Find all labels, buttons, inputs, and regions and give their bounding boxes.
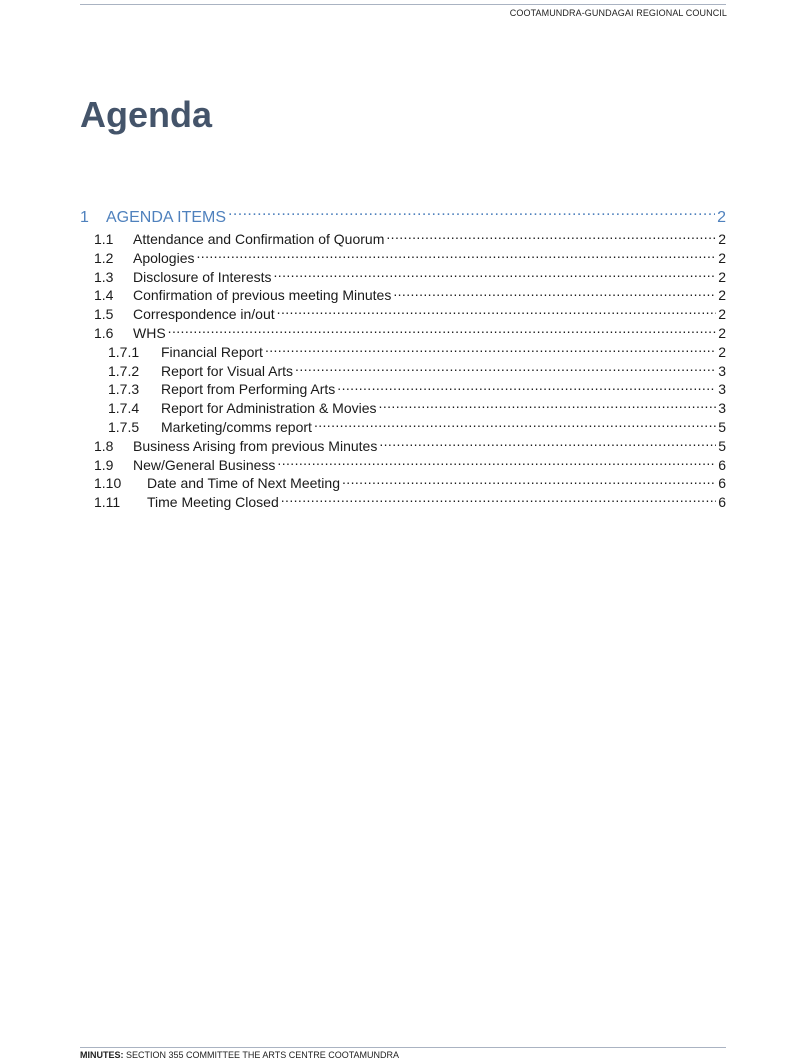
toc-item[interactable] bbox=[80, 324, 726, 343]
toc-leader-dots bbox=[314, 418, 716, 432]
toc-text: Financial Report bbox=[161, 343, 263, 360]
toc-page-number: 2 bbox=[718, 249, 726, 266]
toc-leader-dots bbox=[168, 324, 717, 338]
toc-leader-dots bbox=[337, 380, 716, 394]
toc-text: Report for Visual Arts bbox=[161, 362, 294, 379]
toc-page-number: 2 bbox=[718, 306, 726, 323]
toc-leader-dots bbox=[274, 268, 717, 282]
toc-number: 1.11 bbox=[94, 494, 121, 511]
toc-subitem[interactable] bbox=[80, 418, 726, 437]
toc-text: Business Arising from previous Minutes bbox=[133, 437, 378, 454]
toc-text: AGENDA ITEMS bbox=[106, 209, 227, 226]
toc-item[interactable] bbox=[80, 230, 726, 249]
toc-page-number: 6 bbox=[718, 475, 726, 492]
toc-subitem[interactable] bbox=[80, 343, 726, 362]
toc-number: 1.7.3 bbox=[108, 381, 140, 398]
toc-leader-dots bbox=[295, 362, 716, 376]
toc-leader-dots bbox=[342, 474, 716, 488]
toc-page-number: 3 bbox=[718, 400, 726, 417]
toc-text: Marketing/comms report bbox=[161, 418, 312, 435]
toc-page-number: 2 bbox=[718, 268, 726, 285]
page-title: Agenda bbox=[80, 94, 213, 135]
toc-page-number: 2 bbox=[717, 209, 726, 226]
toc-page-number: 6 bbox=[718, 456, 726, 473]
toc-leader-dots bbox=[277, 456, 716, 470]
toc-item[interactable] bbox=[80, 286, 726, 305]
toc-number: 1.7.4 bbox=[108, 400, 140, 417]
toc-page-number: 3 bbox=[718, 381, 726, 398]
toc-number: 1.3 bbox=[94, 268, 114, 285]
toc-page-number: 5 bbox=[718, 418, 726, 435]
toc-leader-dots bbox=[281, 493, 716, 507]
toc-page-number: 2 bbox=[718, 324, 726, 341]
toc-number: 1.8 bbox=[94, 437, 114, 454]
toc-text: Confirmation of previous meeting Minutes bbox=[133, 287, 392, 304]
header-rule bbox=[80, 4, 726, 5]
toc-text: Correspondence in/out bbox=[133, 306, 275, 323]
footer bbox=[80, 1050, 399, 1060]
toc-leader-dots bbox=[277, 305, 717, 319]
toc-item[interactable] bbox=[80, 493, 726, 512]
toc-subitem[interactable] bbox=[80, 380, 726, 399]
table-of-contents bbox=[80, 206, 726, 512]
toc-subitem[interactable] bbox=[80, 399, 726, 418]
toc-leader-dots bbox=[228, 206, 715, 222]
toc-page-number: 3 bbox=[718, 362, 726, 379]
toc-text: Report from Performing Arts bbox=[161, 381, 336, 398]
toc-page-number: 2 bbox=[718, 287, 726, 304]
toc-leader-dots bbox=[197, 249, 717, 263]
toc-page-number: 6 bbox=[718, 494, 726, 511]
toc-subitem[interactable] bbox=[80, 362, 726, 381]
toc-page-number: 2 bbox=[718, 231, 726, 247]
toc-leader-dots bbox=[379, 437, 716, 451]
toc-leader-dots bbox=[379, 399, 717, 413]
toc-leader-dots bbox=[393, 286, 716, 300]
toc-text: Date and Time of Next Meeting bbox=[147, 475, 340, 492]
toc-section-agenda-items[interactable] bbox=[80, 206, 726, 229]
toc-text: New/General Business bbox=[133, 456, 276, 473]
toc-number: 1.4 bbox=[94, 287, 114, 304]
toc-text: Report for Administration & Movies bbox=[161, 400, 377, 417]
toc-number: 1.7.5 bbox=[108, 418, 140, 435]
toc-text: Disclosure of Interests bbox=[133, 268, 272, 285]
toc-number: 1.1 bbox=[94, 231, 114, 247]
toc-item[interactable] bbox=[80, 268, 726, 287]
toc-item[interactable] bbox=[80, 437, 726, 456]
toc-page-number: 2 bbox=[718, 343, 726, 360]
toc-number: 1.7.2 bbox=[108, 362, 140, 379]
toc-text: Apologies bbox=[133, 249, 195, 266]
toc-page-number: 5 bbox=[718, 437, 726, 454]
toc-item[interactable] bbox=[80, 456, 726, 475]
toc-text: Attendance and Confirmation of Quorum bbox=[133, 231, 385, 247]
toc-number: 1 bbox=[80, 209, 89, 226]
footer-text: SECTION 355 COMMITTEE THE ARTS CENTRE COOTAMUNDRA bbox=[126, 1050, 400, 1060]
header-organization: COOTAMUNDRA-GUNDAGAI REGIONAL COUNCIL bbox=[509, 8, 727, 18]
toc-number: 1.10 bbox=[94, 475, 122, 492]
toc-number: 1.6 bbox=[94, 324, 114, 341]
toc-item[interactable] bbox=[80, 305, 726, 324]
toc-number: 1.7.1 bbox=[108, 343, 140, 360]
toc-number: 1.9 bbox=[94, 456, 114, 473]
footer-label: MINUTES: bbox=[80, 1050, 124, 1060]
toc-item[interactable] bbox=[80, 249, 726, 268]
toc-text: Time Meeting Closed bbox=[147, 494, 279, 511]
toc-number: 1.5 bbox=[94, 306, 114, 323]
footer-rule bbox=[80, 1047, 726, 1048]
toc-text: WHS bbox=[133, 324, 166, 341]
toc-number: 1.2 bbox=[94, 249, 114, 266]
toc-leader-dots bbox=[265, 343, 716, 357]
toc-item[interactable] bbox=[80, 474, 726, 493]
toc-leader-dots bbox=[386, 230, 716, 244]
